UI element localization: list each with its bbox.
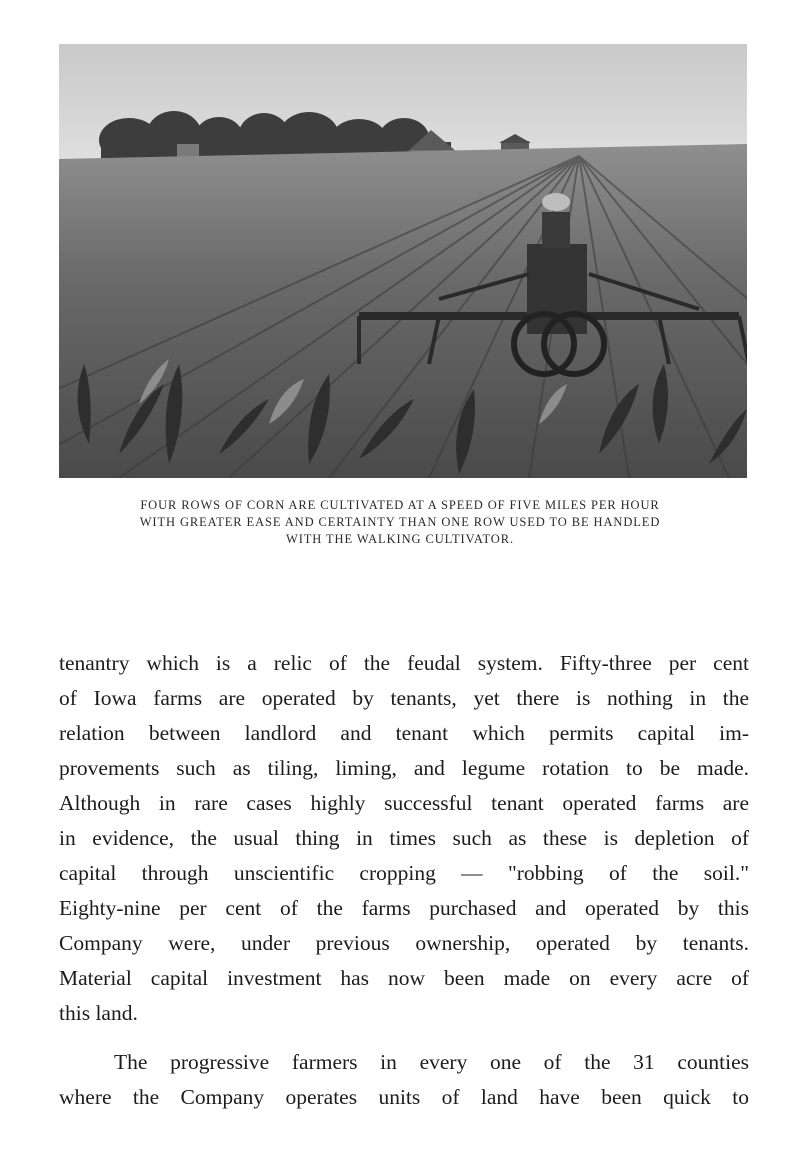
text-line: Eighty-nine per cent of the farms purchased and operated by this bbox=[59, 896, 749, 920]
text-line: The progressive farmers in every one of the 31 counties bbox=[114, 1050, 749, 1074]
caption-line: WITH THE WALKING CULTIVATOR. bbox=[286, 532, 514, 546]
text-line: of Iowa farms are operated by tenants, yet there is nothing in the bbox=[59, 686, 749, 710]
text-line: Company were, under previous ownership, operated by tenants. bbox=[59, 931, 749, 955]
caption-line: WITH GREATER EASE AND CERTAINTY THAN ONE ROW USED TO BE HANDLED bbox=[139, 515, 661, 529]
text-line: provements such as tiling, liming, and legume rotation to be made. bbox=[59, 756, 749, 780]
text-line: in evidence, the usual thing in times such as these is depletion of bbox=[59, 826, 749, 850]
text-line: Material capital investment has now been made on every acre of bbox=[59, 966, 749, 990]
text-line: relation between landlord and tenant which permits capital im- bbox=[59, 721, 749, 745]
photo-caption bbox=[40, 497, 760, 548]
text-line: this land. bbox=[59, 1001, 138, 1025]
body-paragraph-2 bbox=[59, 1045, 749, 1115]
text-line: capital through unscientific cropping — "robbing of the soil." bbox=[59, 861, 749, 885]
text-line: tenantry which is a relic of the feudal system. Fifty-three per cent bbox=[59, 651, 749, 675]
text-line: Although in rare cases highly successful tenant operated farms are bbox=[59, 791, 749, 815]
text-line: where the Company operates units of land have been quick to bbox=[59, 1085, 749, 1109]
caption-line: FOUR ROWS OF CORN ARE CULTIVATED AT A SPEED OF FIVE MILES PER HOUR bbox=[140, 498, 660, 512]
body-paragraph-1 bbox=[59, 646, 749, 1031]
cornfield-photo-image bbox=[59, 44, 747, 478]
cornfield-photo bbox=[59, 44, 747, 478]
